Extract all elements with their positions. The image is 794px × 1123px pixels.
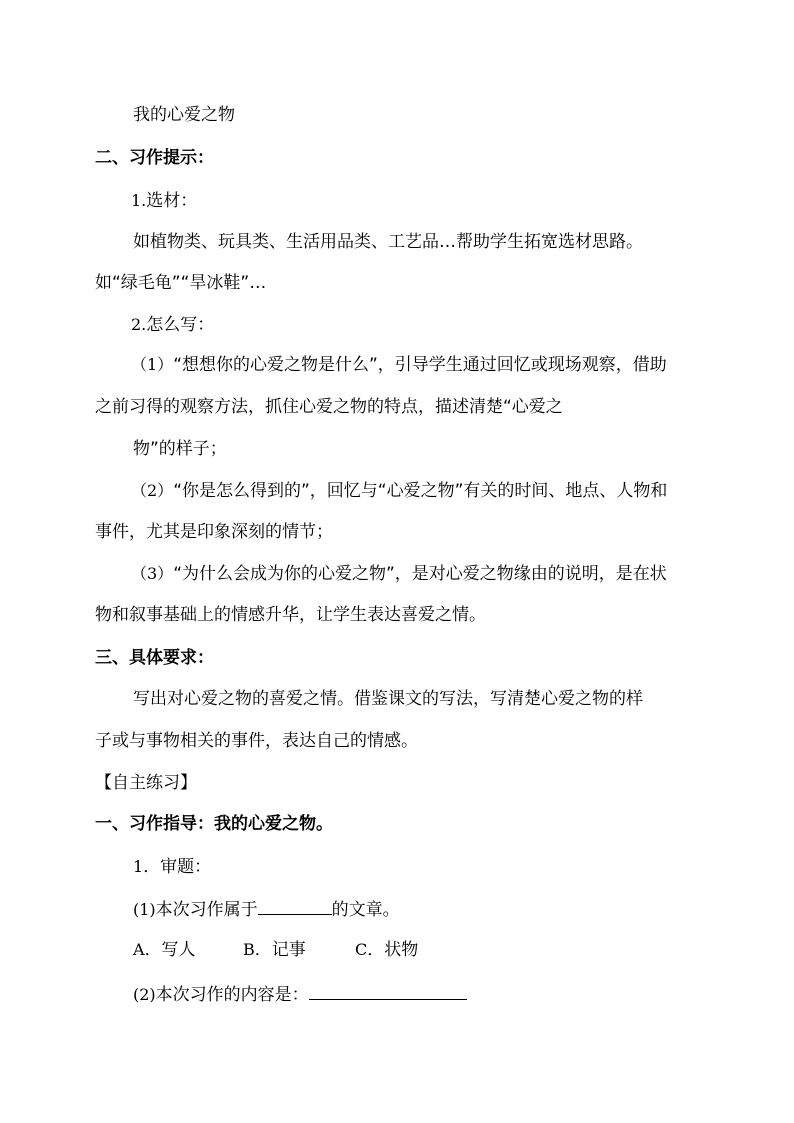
sub-3-line-2: 物和叙事基础上的情感升华，让学生表达喜爱之情。 <box>95 605 486 625</box>
sub-2-marker: （2） <box>131 481 174 500</box>
sub-3-text-1: “为什么会成为你的心爱之物”，是对心爱之物缘由的说明，是在状 <box>173 564 667 584</box>
practice-heading: 一、习作指导：我的心爱之物。 <box>95 814 333 834</box>
item-2-heading <box>131 314 214 336</box>
question-1a <box>133 898 400 921</box>
question-1-label: ．审题： <box>143 857 212 877</box>
question-1b <box>133 983 467 1006</box>
option-a-text: ．写人 <box>144 940 196 960</box>
section-3-line-1: 写出对心爱之物的喜爱之情。借鉴课文的写法，写清楚心爱之物的样 <box>133 689 643 709</box>
option-b[interactable] <box>243 939 306 961</box>
answer-blank-1[interactable] <box>258 898 332 915</box>
sub-2-line-1 <box>131 480 667 502</box>
sub-1-text-1: “想想你的心爱之物是什么”，引导学生通过回忆或现场观察，借助 <box>173 355 667 375</box>
question-1a-suffix: 的文章。 <box>331 900 400 920</box>
item-1-body-line-1: 如植物类、玩具类、生活用品类、工艺品…帮助学生拓宽选材思路。 <box>133 232 643 252</box>
section-2-heading: 二、习作提示： <box>95 148 214 168</box>
question-1b-marker: (2) <box>133 985 156 1004</box>
sub-2-text-1: “你是怎么得到的”，回忆与“心爱之物”有关的时间、地点、人物和 <box>173 481 668 501</box>
question-1b-text: 本次习作的内容是： <box>155 985 309 1005</box>
option-c[interactable] <box>355 939 418 961</box>
sub-3-line-1 <box>131 563 667 585</box>
title-line: 我的心爱之物 <box>133 105 235 125</box>
sub-1-line-1 <box>131 354 667 376</box>
item-1-number: 1. <box>131 191 147 210</box>
sub-1-marker: （1） <box>131 355 174 374</box>
item-2-label: 怎么写： <box>146 315 215 335</box>
option-c-letter: C <box>355 940 368 959</box>
answer-blank-2[interactable] <box>309 983 467 1000</box>
sub-1-line-2: 之前习得的观察方法，抓住心爱之物的特点，描述清楚“心爱之 <box>95 397 563 417</box>
section-3-heading: 三、具体要求： <box>95 648 214 668</box>
option-a[interactable] <box>133 939 196 961</box>
question-1-number: 1 <box>133 857 144 876</box>
sub-2-line-2: 事件，尤其是印象深刻的情节； <box>95 522 333 542</box>
option-a-letter: A <box>133 940 145 959</box>
option-b-text: ．记事 <box>254 940 306 960</box>
section-3-line-2: 子或与事物相关的事件，表达自己的情感。 <box>95 731 418 751</box>
question-1a-text: 本次习作属于 <box>155 900 258 920</box>
item-1-heading <box>131 190 197 212</box>
item-1-label: 选材： <box>146 191 198 211</box>
sub-3-marker: （3） <box>131 564 174 583</box>
sub-1-line-3: 物”的样子； <box>133 439 227 459</box>
option-c-text: ．状物 <box>367 940 419 960</box>
practice-label: 【自主练习】 <box>95 773 197 793</box>
item-2-number: 2. <box>131 315 147 334</box>
question-1-heading <box>133 856 211 878</box>
question-1a-marker: (1) <box>133 900 156 919</box>
option-b-letter: B <box>243 940 255 959</box>
item-1-body-line-2: 如“绿毛龟”“旱冰鞋”… <box>95 273 267 293</box>
